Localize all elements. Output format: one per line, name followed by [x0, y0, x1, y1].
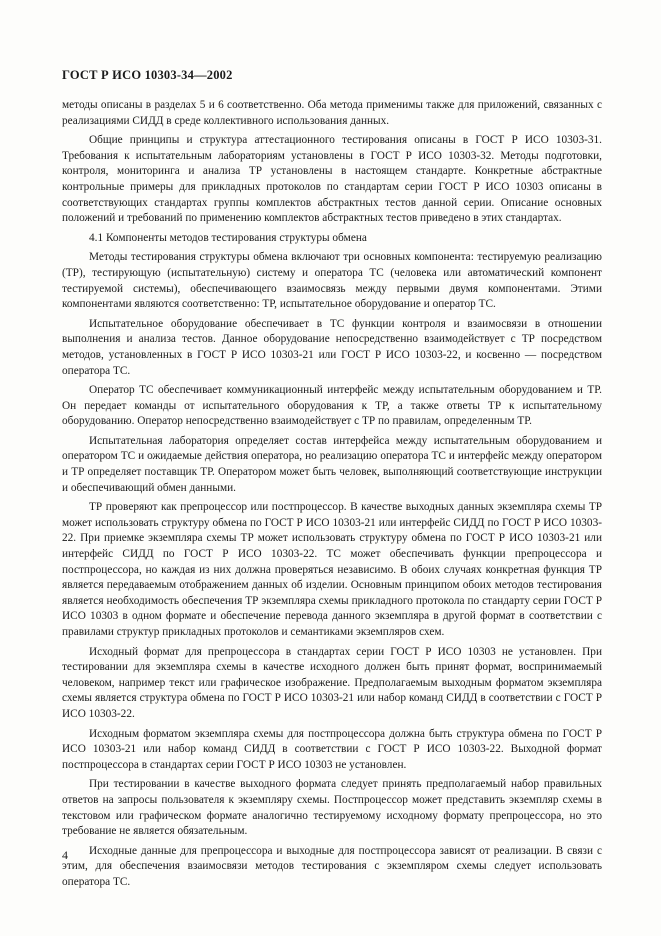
paragraph-continuation: методы описаны в разделах 5 и 6 соответственно. Оба метода применимы также для приложений, связанных с реализациями СИДД в среде коллективного использования данных.: [62, 99, 602, 127]
paragraph: Оператор ТС обеспечивает коммуникационный интерфейс между испытательным оборудованием и ТР. Он передает команды от испытательного оборудования к ТР, а также ответы ТР к испытательному оборудованию. Оператор непосредственно взаимодействует с ТР по правилам, определенным ТР.: [62, 384, 602, 428]
paragraph: Исходный формат для препроцессора в стандартах серии ГОСТ Р ИСО 10303 не установлен. При тестировании для экземпляра схемы в качестве исходного должен быть принят формат, воспринимаемый человеком, например текст или графическое изображение. Предполагаемым выходным форматом экземпляра схемы является структура обмена по ГОСТ Р ИСО 10303-21 или набор команд СИДД в соответствии с ГОСТ Р ИСО 10303-22.: [62, 645, 602, 720]
document-header: ГОСТ Р ИСО 10303-34—2002: [62, 68, 233, 82]
paragraph: Исходным форматом экземпляра схемы для постпроцессора должна быть структура обмена по ГОСТ Р ИСО 10303-21 или набор команд СИДД в соответствии с ГОСТ Р ИСО 10303-22. Выходной формат постпроцессора в стандартах серии ГОСТ Р ИСО 10303 не установлен.: [62, 727, 602, 771]
paragraph: Общие принципы и структура аттестационного тестирования описаны в ГОСТ Р ИСО 10303-31. Требования к испытательным лабораториям установлены в ГОСТ Р ИСО 10303-32. Методы подготовки, контроля, мониторинга и анализа ТР установлены в настоящем стандарте. Конкретные абстрактные контрольные примеры для прикладных протоколов по стандартам серии ГОСТ Р ИСО 10303 описаны в соответствующих стандартах группы комплектов абстрактных тестов данной серии. Описание основных положений и требований по применению комплектов абстрактных тестов приведено в этих стандартах.: [62, 134, 602, 225]
paragraph: Испытательная лаборатория определяет состав интерфейса между испытательным оборудованием и оператором ТС и ожидаемые действия оператора, но реализацию оператора ТС и интерфейс между оператором и ТР определяет поставщик ТР. Оператором может быть человек, выполняющий соответствующие инструкции и обеспечивающий обмен данными.: [62, 434, 602, 494]
paragraph: Испытательное оборудование обеспечивает в ТС функции контроля и взаимосвязи в отношении выполнения и анализа тестов. Данное оборудование непосредственно взаимодействует с ТР посредством методов, установленных в ГОСТ Р ИСО 10303-21 или ГОСТ Р ИСО 10303-22, и косвенно — посредством оператора ТС.: [62, 317, 602, 377]
paragraph: Исходные данные для препроцессора и выходные для постпроцессора зависят от реализации. В связи с этим, для обеспечения взаимосвязи методов тестирования с экземпляром схемы следует использовать оператора ТС.: [62, 844, 602, 888]
paragraph: Методы тестирования структуры обмена включают три основных компонента: тестируемую реализацию (ТР), тестирующую (испытательную) систему и оператора ТС (человека или автоматический компонент тестируемой системы), обеспечивающего взаимосвязь между первыми двумя компонентами. Этими компонентами являются соответственно: ТР, испытательное оборудование и оператор ТС.: [62, 251, 602, 311]
section-heading-4-1: 4.1 Компоненты методов тестирования структуры обмена: [89, 231, 367, 244]
page-number: 4: [62, 848, 68, 862]
paragraph: При тестировании в качестве выходного формата следует принять предполагаемый набор правильных ответов на запросы пользователя к экземпляру схемы. Постпроцессор может представить экземпляр схемы в текстовом или графическом формате аналогично тестируемому исходному формату препроцессора, но это требование не является обязательным.: [62, 778, 602, 838]
document-body: [62, 98, 602, 895]
paragraph: ТР проверяют как препроцессор или постпроцессор. В качестве выходных данных экземпляра схемы ТР может использовать структуру обмена по ГОСТ Р ИСО 10303-21 или интерфейс СИДД по ГОСТ Р ИСО 10303-22. При приемке экземпляра схемы ТР может использовать структуру обмена по ГОСТ Р ИСО 10303-21 или интерфейс СИДД по ГОСТ Р ИСО 10303-22. ТС может обеспечивать функции препроцессора и постпроцессора, но каждая из них должна проверяться независимо. В обоих случаях конкретная функция ТР является передаваемым отображением данных об изделии. Основным принципом обоих методов тестирования является необходимость обеспечения ТР экземпляра схемы прикладного протокола по стандарту серии ГОСТ Р ИСО 10303 в одном формате и обеспечение перевода данного экземпляра в другой формат в соответствии с правилами структур прикладных протоколов и семантиками экземпляров схем.: [62, 501, 602, 638]
